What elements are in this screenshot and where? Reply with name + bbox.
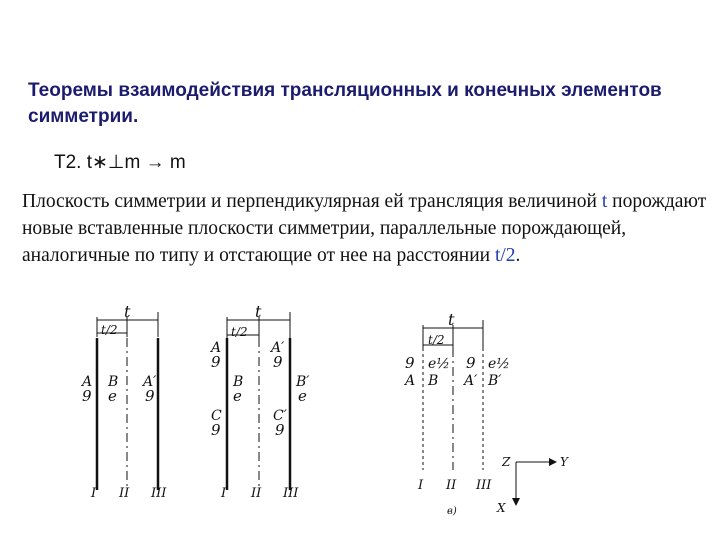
d2-II-label: II [251,486,262,501]
d2-C-sym: 9 [211,421,221,439]
d2-I-label: I [221,486,227,501]
d2-B-prime-label: B′ [296,374,310,390]
d2-A-prime-label: A′ [271,340,285,356]
d2-A-prime-sym: 9 [273,353,283,371]
d2-B-sym: e [233,387,242,405]
d3-B-prime-label: B′ [488,373,502,389]
d1-I-label: I [91,486,97,501]
d1-A-sym: 9 [82,387,92,405]
axis-x-label: X [497,501,506,515]
d1-A-prime-sym: 9 [145,387,155,405]
d1-A-prime-label: A′ [143,374,157,390]
d3-III-label: III [476,478,492,493]
d3-A-label: A [405,373,416,389]
d3-B-sym: e½ [428,356,450,372]
fig-c-label: в) [447,506,457,517]
d3-t-label: t [448,310,455,329]
translation-t: t [601,191,608,212]
d1-B-sym: e [108,387,117,405]
d2-C-prime-label: C′ [273,408,287,424]
d3-B-prime-sym: e½ [488,356,510,372]
d3-I-label: I [418,478,424,493]
slide-title: Теоремы взаимодействия трансляционных и конечных элементов симметрии. [28,80,662,127]
d2-B-label: B [233,374,244,390]
d1-t-label: t [124,302,131,321]
d1-II-label: II [119,486,130,501]
d2-III-label: III [283,486,299,501]
d1-t2-label: t/2 [101,323,118,337]
d3-A-sym: 9 [405,354,415,372]
para-part-3: . [515,245,521,266]
d1-A-label: A [82,374,93,390]
d1-B-label: B [108,374,119,390]
axis-z-label: Z [502,455,511,469]
para-part-2: порождают новые вставленные плоскости симметрии, параллельные порождающей, аналогичные по типу и отстающие от нее на расстоянии [22,191,707,266]
d3-A-prime-sym: 9 [466,354,476,372]
d3-A-prime-label: A′ [464,373,478,389]
d2-A-label: A [211,340,222,356]
para-part-1: Плоскость симметрии и перпендикулярная ей трансляция величиной [22,191,602,212]
d2-A-sym: 9 [211,353,221,371]
axis-y-label: Y [560,455,568,469]
d1-III-label: III [151,486,167,501]
d3-II-label: II [446,478,457,493]
d2-t2-label: t/2 [231,325,248,339]
d2-B-prime-sym: e [298,387,307,405]
d2-C-prime-sym: 9 [275,421,285,439]
d2-C-label: C [211,408,222,424]
theorem-statement: Т2. t∗⊥m → m [54,152,186,173]
d2-t-label: t [255,302,262,321]
half-translation: t/2 [494,245,516,266]
d3-t2-label: t/2 [428,333,445,347]
d3-B-label: B [428,373,439,389]
